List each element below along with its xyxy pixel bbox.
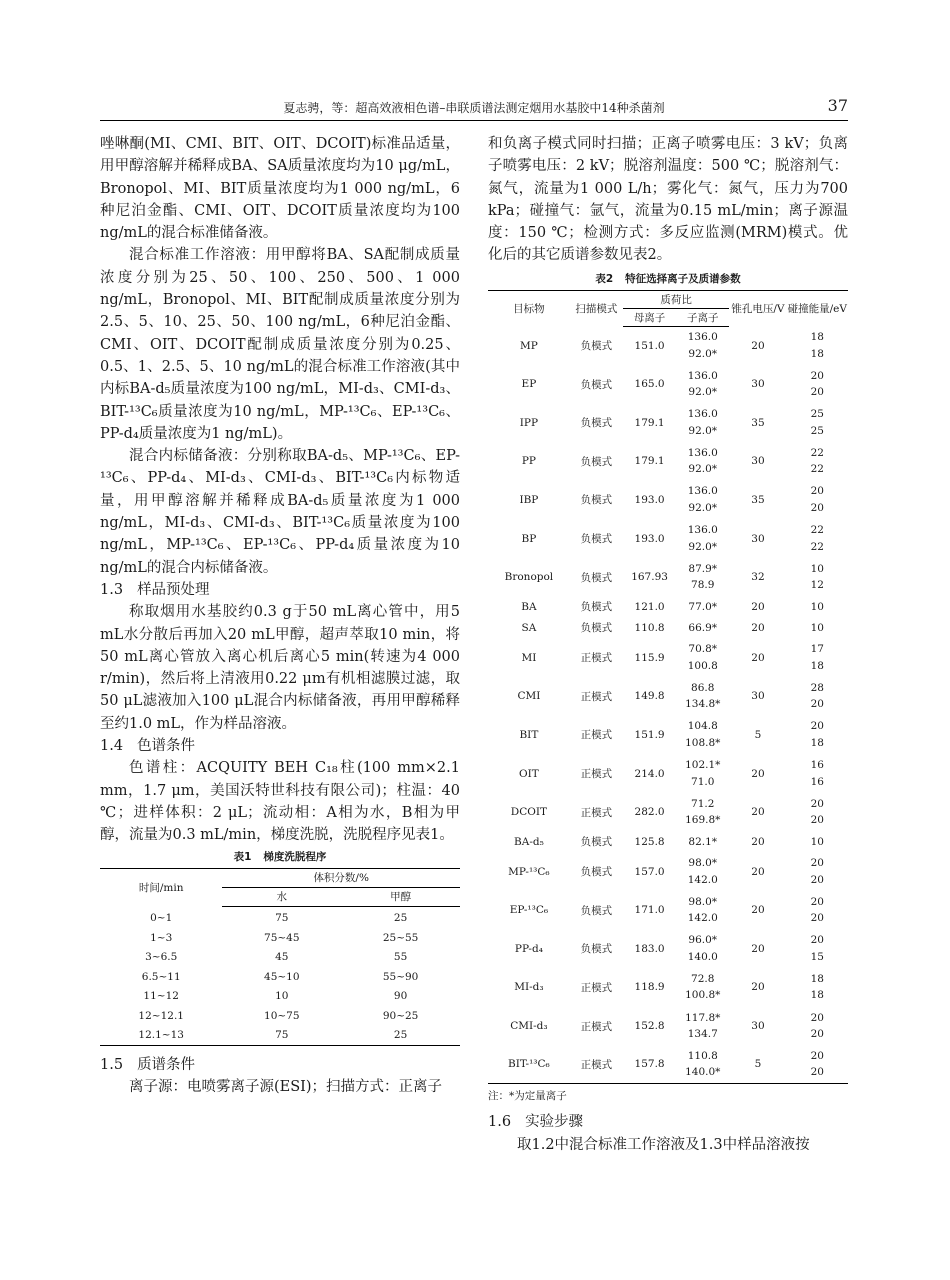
table2-cell-cone: 35 <box>751 493 765 506</box>
table1-header-water: 水 <box>222 887 341 906</box>
table2-cell-ce <box>787 891 848 930</box>
table2-cell-ce <box>787 754 848 793</box>
table2-cell-target: BA <box>521 600 537 613</box>
table2-number: 表2 <box>595 272 614 285</box>
daughter-ion-1: 66.9* <box>688 621 718 634</box>
running-title: 夏志骋，等：超高效液相色谱–串联质谱法测定烟用水基胶中14种杀菌剂 <box>283 101 665 115</box>
page-number: 37 <box>827 96 848 115</box>
table2-cell-target: MP <box>519 339 538 352</box>
collision-energy-1: 22 <box>810 446 824 459</box>
daughter-ion-2: 142.0 <box>687 912 718 925</box>
table1-row <box>100 1026 460 1046</box>
paragraph-sample-prep: 称取烟用水基胶约0.3 g于50 mL离心管中，用5 mL水分散后再加入20 mL甲醇，超声萃取10 min，将50 mL离心管放入离心机后离心5 min(转速为4 000 r/min)，然后将上清液用0.22 μm有机相滤膜过滤，取50 μL滤液加入100 μL混合内标储备液，再用甲醇稀释至约1.0 mL，作为样品溶液。 <box>100 604 460 732</box>
collision-energy-1: 18 <box>810 972 824 985</box>
table2-cell-daughter <box>676 754 729 793</box>
section-heading-1-5 <box>100 1054 460 1076</box>
table1-cell-time: 12~12.1 <box>138 1009 184 1022</box>
collision-energy-2: 18 <box>810 989 824 1002</box>
daughter-ion-1: 71.2 <box>691 797 715 810</box>
collision-energy-1: 20 <box>810 934 824 947</box>
table2-row <box>488 596 848 617</box>
table2-cell-daughter <box>676 558 729 597</box>
table1-row <box>100 948 460 968</box>
table2-row <box>488 968 848 1007</box>
table2-cell-daughter <box>676 365 729 404</box>
table1-cell-methanol: 25 <box>393 1029 408 1042</box>
daughter-ion-1: 110.8 <box>687 1049 718 1062</box>
daughter-ion-1: 86.8 <box>691 681 715 694</box>
table2-caption <box>488 271 848 286</box>
table1-cell-water: 75 <box>275 912 289 925</box>
table2-cell-target: MP-¹³C₆ <box>508 865 550 878</box>
daughter-ion-1: 98.0* <box>688 895 718 908</box>
collision-energy-2: 18 <box>810 659 824 672</box>
table2-cell-cone: 30 <box>751 455 765 468</box>
daughter-ion-2: 100.8 <box>687 659 718 672</box>
table2-cell-cone: 32 <box>751 571 765 584</box>
table2-cell-ce <box>787 930 848 969</box>
table2-cell-target: PP <box>521 455 536 468</box>
table2-cell-cone: 20 <box>751 621 765 634</box>
paragraph-ms-continued: 和负离子模式同时扫描；正离子喷雾电压：3 kV；负离子喷雾电压：2 kV；脱溶剂温度：500 ℃；脱溶剂气：氮气，流量为1 000 L/h；雾化气：氮气，压力为700 kPa；碰撞气：氩气，流量为0.15 mL/min；离子源温度：150 ℃；检测方式：多反应监测(MRM)模式。优化后的其它质谱参数见表2。 <box>488 136 848 264</box>
table1-cell-water: 10~75 <box>264 1009 300 1022</box>
daughter-ion-1: 136.0 <box>687 485 718 498</box>
collision-energy-1: 28 <box>810 681 824 694</box>
table1-header-methanol: 甲醇 <box>341 887 460 906</box>
table1-header-time: 时间/min <box>138 881 184 894</box>
table1-gradient <box>100 868 460 1047</box>
table2-cell-target: OIT <box>519 767 539 780</box>
table2-title: 特征选择离子及质谱参数 <box>625 272 741 285</box>
table2-cell-ce <box>787 968 848 1007</box>
collision-energy-1: 20 <box>810 797 824 810</box>
table2-cell-ce <box>787 558 848 597</box>
table2-cell-ce <box>787 596 848 617</box>
table2-row <box>488 638 848 677</box>
table2-cell-cone: 30 <box>751 1020 765 1033</box>
table2-cell-parent: 118.9 <box>634 981 665 994</box>
table2-cell-target: SA <box>521 621 537 634</box>
daughter-ion-2: 142.0 <box>687 873 718 886</box>
collision-energy-1: 22 <box>810 524 824 537</box>
table1-cell-methanol: 55~90 <box>382 970 419 983</box>
table2-cell-target: IPP <box>519 416 539 429</box>
table2-cell-target: PP-d₄ <box>514 942 543 955</box>
table2-cell-mode: 负模式 <box>580 340 613 353</box>
daughter-ion-1: 102.1* <box>685 759 721 772</box>
table2-row <box>488 365 848 404</box>
daughter-ion-2: 100.8* <box>685 989 721 1002</box>
table2-cell-daughter <box>676 831 729 852</box>
table2-cell-target: BIT-¹³C₆ <box>508 1058 550 1071</box>
table1-cell-time: 0~1 <box>150 912 173 924</box>
collision-energy-1: 20 <box>810 369 824 382</box>
section-heading-1-3 <box>100 579 460 601</box>
table2-cell-mode: 正模式 <box>580 806 613 819</box>
table2-cell-parent: 121.0 <box>634 600 665 613</box>
collision-energy-1: 10 <box>810 562 824 575</box>
section-title: 色谱条件 <box>137 738 196 755</box>
table1-cell-time: 1~3 <box>150 931 173 944</box>
table2-cell-ce <box>787 1007 848 1046</box>
table2-cell-target: EP <box>521 378 537 391</box>
section-number: 1.4 <box>100 738 124 755</box>
section-heading-1-4 <box>100 735 460 757</box>
collision-energy-2: 15 <box>810 950 824 963</box>
table1-cell-time: 12.1~13 <box>138 1029 184 1042</box>
table2-cell-ce <box>787 1045 848 1084</box>
table2-header-daughter: 子离子 <box>676 308 729 326</box>
daughter-ion-1: 136.0 <box>687 369 718 382</box>
table2-cell-parent: 151.0 <box>634 339 665 352</box>
collision-energy-1: 18 <box>810 331 824 344</box>
paragraph-working-solution: 混合标准工作溶液：用甲醇将BA、SA配制成质量浓度分别为25、50、100、250、500、1 000 ng/mL，Bronopol、MI、BIT配制成质量浓度分别为2.5、5、10、25、50、100 ng/mL，6种尼泊金酯、CMI、OIT、DCOIT配制成质量浓度分别为0.25、0.5、1、2.5、5、10 ng/mL的混合标准工作溶液(其中内标BA-d₅质量浓度为100 ng/mL，MI-d₃、CMI-d₃、BIT-¹³C₆质量浓度为10 ng/mL，MP-¹³C₆、EP-¹³C₆、PP-d₄质量浓度为1 ng/mL)。 <box>100 247 460 442</box>
table2-cell-mode: 正模式 <box>580 981 613 994</box>
table2-cell-target: MI <box>521 651 537 664</box>
table2-cell-mode: 正模式 <box>580 729 613 742</box>
collision-energy-2: 18 <box>810 736 824 749</box>
daughter-ion-2: 78.9 <box>691 579 715 592</box>
table2-cell-target: BIT <box>519 728 539 741</box>
table1-row <box>100 967 460 987</box>
table2-cell-ce <box>787 403 848 442</box>
table2-cell-parent: 115.9 <box>634 651 665 664</box>
table1-cell-methanol: 25~55 <box>382 931 419 944</box>
table2-cell-ce <box>787 716 848 755</box>
table2-cell-cone: 20 <box>751 767 765 780</box>
table2-cell-parent: 152.8 <box>634 1020 665 1033</box>
collision-energy-1: 10 <box>810 600 824 613</box>
daughter-ion-2: 169.8* <box>685 814 721 827</box>
table2-note: 注：*为定量离子 <box>488 1090 567 1103</box>
table2-row <box>488 519 848 558</box>
table2-cell-target: EP-¹³C₆ <box>509 904 549 917</box>
table2-cell-parent: 183.0 <box>634 942 665 955</box>
table2-cell-cone: 5 <box>754 1058 762 1071</box>
table2-cell-parent: 282.0 <box>634 806 665 819</box>
table2-cell-cone: 30 <box>751 532 765 545</box>
daughter-ion-2: 140.0* <box>685 1066 721 1079</box>
table2-cell-daughter <box>676 1007 729 1046</box>
table2-header-ce: 碰撞能量/eV <box>787 303 847 316</box>
daughter-ion-2: 92.0* <box>688 386 718 399</box>
table2-cell-mode: 负模式 <box>580 601 613 614</box>
table2-cell-mode: 负模式 <box>580 533 613 546</box>
table2-cell-mode: 负模式 <box>580 836 613 849</box>
table2-cell-ce <box>787 638 848 677</box>
table2-cell-daughter <box>676 481 729 520</box>
table1-cell-methanol: 55 <box>393 951 408 964</box>
daughter-ion-1: 70.8* <box>688 643 718 656</box>
paragraph-internal-standard: 混合内标储备液：分别称取BA-d₅、MP-¹³C₆、EP-¹³C₆、PP-d₄、MI-d₃、CMI-d₃、BIT-¹³C₆内标物适量，用甲醇溶解并稀释成BA-d₅质量浓度为1 000 ng/mL，MI-d₃、CMI-d₃、BIT-¹³C₆质量浓度为100 ng/mL，MP-¹³C₆、EP-¹³C₆、PP-d₄质量浓度为10 ng/mL的混合内标储备液。 <box>100 448 460 576</box>
table2-cell-mode: 负模式 <box>580 571 613 584</box>
table1-number: 表1 <box>233 850 252 863</box>
daughter-ion-1: 136.0 <box>687 446 718 459</box>
daughter-ion-1: 96.0* <box>688 934 718 947</box>
table2-cell-cone: 20 <box>751 835 765 848</box>
table2-cell-parent: 171.0 <box>634 904 665 917</box>
page-header <box>100 96 848 120</box>
collision-energy-2: 20 <box>810 1028 824 1041</box>
table2-row <box>488 754 848 793</box>
table2-cell-daughter <box>676 793 729 832</box>
collision-energy-2: 16 <box>810 775 824 788</box>
table2-row <box>488 1045 848 1084</box>
table2-row <box>488 481 848 520</box>
table2-cell-target: Bronopol <box>504 571 554 584</box>
daughter-ion-1: 87.9* <box>688 562 718 575</box>
table2-header-parent: 母离子 <box>623 308 676 326</box>
header-rule <box>100 120 848 121</box>
table2-row <box>488 403 848 442</box>
table2-cell-daughter <box>676 519 729 558</box>
table2-row <box>488 558 848 597</box>
table1-cell-methanol: 90~25 <box>382 1009 419 1022</box>
collision-energy-1: 25 <box>810 408 824 421</box>
table1-title: 梯度洗脱程序 <box>263 850 327 863</box>
table2-cell-mode: 负模式 <box>580 943 613 956</box>
section-number: 1.6 <box>488 1114 512 1131</box>
daughter-ion-2: 92.0* <box>688 347 718 360</box>
daughter-ion-2: 92.0* <box>688 501 718 514</box>
table2-cell-parent: 179.1 <box>634 416 665 429</box>
table2-cell-cone: 20 <box>751 865 765 878</box>
collision-energy-1: 20 <box>810 857 824 870</box>
table2-cell-parent: 179.1 <box>634 455 665 468</box>
table2-row <box>488 831 848 852</box>
table2-cell-daughter <box>676 442 729 481</box>
table2-row <box>488 716 848 755</box>
table1-cell-water: 45~10 <box>264 970 300 983</box>
table1-row <box>100 987 460 1007</box>
table2-row <box>488 930 848 969</box>
collision-energy-2: 20 <box>810 912 824 925</box>
table1-row <box>100 906 460 928</box>
daughter-ion-2: 92.0* <box>688 540 718 553</box>
collision-energy-2: 22 <box>810 540 824 553</box>
table1-caption <box>100 849 460 864</box>
collision-energy-1: 20 <box>810 720 824 733</box>
table2-cell-mode: 负模式 <box>580 866 613 879</box>
table2-cell-ce <box>787 831 848 852</box>
table2-cell-mode: 负模式 <box>580 417 613 430</box>
table2-cell-daughter <box>676 891 729 930</box>
table2-cell-daughter <box>676 326 729 365</box>
table2-cell-daughter <box>676 852 729 891</box>
table2-cell-target: BA-d₅ <box>514 835 544 848</box>
table2-cell-ce <box>787 365 848 404</box>
table2-cell-daughter <box>676 677 729 716</box>
table2-cell-target: BP <box>521 532 537 545</box>
table2-cell-mode: 负模式 <box>580 622 613 635</box>
table2-cell-parent: 151.9 <box>634 728 665 741</box>
table2-ms-params <box>488 290 848 1085</box>
table2-cell-mode: 正模式 <box>580 690 613 703</box>
table2-row <box>488 852 848 891</box>
table2-cell-ce <box>787 519 848 558</box>
table1-cell-water: 75~45 <box>264 931 300 944</box>
table2-cell-cone: 5 <box>754 728 762 741</box>
table2-cell-daughter <box>676 1045 729 1084</box>
daughter-ion-2: 140.0 <box>687 950 718 963</box>
table2-row <box>488 1007 848 1046</box>
table2-cell-parent: 157.8 <box>634 1058 665 1071</box>
table2-cell-cone: 20 <box>751 806 765 819</box>
table2-cell-target: DCOIT <box>510 806 548 819</box>
daughter-ion-1: 136.0 <box>687 408 718 421</box>
collision-energy-2: 22 <box>810 463 824 476</box>
collision-energy-2: 20 <box>810 386 824 399</box>
collision-energy-1: 20 <box>810 895 824 908</box>
table2-cell-cone: 30 <box>751 690 765 703</box>
table2-cell-mode: 负模式 <box>580 494 613 507</box>
table2-cell-parent: 167.93 <box>631 571 668 584</box>
table2-cell-mode: 正模式 <box>580 768 613 781</box>
daughter-ion-2: 108.8* <box>685 736 721 749</box>
table1-row <box>100 928 460 948</box>
table2-cell-parent: 193.0 <box>634 493 665 506</box>
paragraph-ms-conditions: 离子源：电喷雾离子源(ESI)；扫描方式：正离子 <box>129 1079 443 1096</box>
table2-cell-cone: 20 <box>751 904 765 917</box>
daughter-ion-2: 92.0* <box>688 424 718 437</box>
collision-energy-2: 20 <box>810 698 824 711</box>
right-column <box>488 133 848 1156</box>
collision-energy-2: 20 <box>810 1066 824 1079</box>
collision-energy-1: 20 <box>810 1049 824 1062</box>
table2-cell-ce <box>787 326 848 365</box>
table1-cell-water: 10 <box>275 990 289 1003</box>
table2-cell-parent: 214.0 <box>634 767 665 780</box>
table2-row <box>488 891 848 930</box>
table2-cell-parent: 193.0 <box>634 532 665 545</box>
table2-cell-daughter <box>676 617 729 638</box>
daughter-ion-2: 134.8* <box>685 698 721 711</box>
table1-cell-water: 45 <box>275 951 289 964</box>
section-heading-1-6 <box>488 1111 848 1133</box>
daughter-ion-1: 136.0 <box>687 331 718 344</box>
paragraph-procedure: 取1.2中混合标准工作溶液及1.3中样品溶液按 <box>517 1136 810 1153</box>
table2-cell-cone: 20 <box>751 600 765 613</box>
collision-energy-1: 20 <box>810 1011 824 1024</box>
table2-cell-ce <box>787 617 848 638</box>
table1-header-group: 体积分数/% <box>222 868 460 887</box>
table2-cell-ce <box>787 677 848 716</box>
daughter-ion-1: 98.0* <box>688 857 718 870</box>
section-title: 质谱条件 <box>137 1057 196 1073</box>
table2-row <box>488 677 848 716</box>
daughter-ion-1: 136.0 <box>687 524 718 537</box>
daughter-ion-2: 92.0* <box>688 463 718 476</box>
table2-cell-cone: 20 <box>751 339 765 352</box>
table2-header-mz: 质荷比 <box>623 290 729 308</box>
collision-energy-1: 17 <box>810 643 824 656</box>
collision-energy-2: 18 <box>810 347 824 360</box>
table2-cell-mode: 负模式 <box>580 455 613 468</box>
daughter-ion-1: 104.8 <box>687 720 718 733</box>
table2-cell-target: IBP <box>519 493 539 506</box>
daughter-ion-1: 82.1* <box>688 835 718 848</box>
table2-cell-target: MI-d₃ <box>514 981 544 994</box>
collision-energy-1: 10 <box>810 621 824 634</box>
table2-cell-daughter <box>676 596 729 617</box>
table2-cell-cone: 20 <box>751 651 765 664</box>
table2-cell-daughter <box>676 403 729 442</box>
table2-cell-cone: 20 <box>751 942 765 955</box>
paragraph-stock-solution: 唑啉酮(MI、CMI、BIT、OIT、DCOIT)标准品适量，用甲醇溶解并稀释成BA、SA质量浓度均为10 μg/mL，Bronopol、MI、BIT质量浓度均为1 000 ng/mL，6种尼泊金酯、CMI、OIT、DCOIT质量浓度均为100 ng/mL的混合标准储备液。 <box>100 136 460 242</box>
table2-cell-mode: 正模式 <box>580 652 613 665</box>
section-number: 1.3 <box>100 581 124 598</box>
section-title: 样品预处理 <box>137 581 210 598</box>
table2-cell-daughter <box>676 716 729 755</box>
table2-cell-daughter <box>676 930 729 969</box>
table2-cell-target: CMI-d₃ <box>510 1020 548 1033</box>
table2-cell-mode: 正模式 <box>580 1058 613 1071</box>
table2-cell-daughter <box>676 968 729 1007</box>
table2-cell-parent: 149.8 <box>634 690 665 703</box>
table2-row <box>488 793 848 832</box>
table2-cell-daughter <box>676 638 729 677</box>
collision-energy-2: 12 <box>810 579 824 592</box>
table2-header-scan: 扫描模式 <box>575 303 618 316</box>
table2-header-target: 目标物 <box>513 303 545 316</box>
table2-cell-ce <box>787 481 848 520</box>
collision-energy-1: 16 <box>810 759 824 772</box>
table2-cell-cone: 20 <box>751 981 765 994</box>
collision-energy-2: 20 <box>810 873 824 886</box>
daughter-ion-1: 72.8 <box>691 972 715 985</box>
table1-cell-water: 75 <box>275 1029 289 1042</box>
table2-row <box>488 617 848 638</box>
table2-cell-target: CMI <box>517 690 541 703</box>
daughter-ion-1: 77.0* <box>688 600 718 613</box>
table2-header-cone: 锥孔电压/V <box>731 303 785 316</box>
daughter-ion-2: 71.0 <box>691 775 715 788</box>
paragraph-chromatography: 色谱柱：ACQUITY BEH C₁₈柱(100 mm×2.1 mm，1.7 μm，美国沃特世科技有限公司)；柱温：40 ℃；进样体积：2 μL；流动相：A相为水，B相为甲醇，流量为0.3 mL/min，梯度洗脱，洗脱程序见表1。 <box>100 760 460 844</box>
table1-cell-methanol: 25 <box>393 912 408 925</box>
section-title: 实验步骤 <box>525 1114 584 1131</box>
table2-cell-mode: 负模式 <box>580 904 613 917</box>
table2-cell-parent: 157.0 <box>634 865 665 878</box>
table2-cell-ce <box>787 852 848 891</box>
collision-energy-2: 20 <box>810 501 824 514</box>
table1-cell-time: 3~6.5 <box>145 951 178 964</box>
table1-cell-methanol: 90 <box>393 990 408 1003</box>
left-column <box>100 133 460 1099</box>
table2-cell-parent: 110.8 <box>634 621 665 634</box>
table1-row <box>100 1006 460 1026</box>
table2-cell-parent: 125.8 <box>634 835 665 848</box>
collision-energy-2: 20 <box>810 814 824 827</box>
collision-energy-1: 20 <box>810 485 824 498</box>
daughter-ion-1: 117.8* <box>685 1011 721 1024</box>
table2-row <box>488 442 848 481</box>
table2-cell-cone: 35 <box>751 416 765 429</box>
table1-cell-time: 6.5~11 <box>141 970 181 983</box>
collision-energy-1: 10 <box>810 835 824 848</box>
collision-energy-2: 25 <box>810 424 824 437</box>
table2-row <box>488 326 848 365</box>
table2-cell-mode: 负模式 <box>580 378 613 391</box>
table2-cell-mode: 正模式 <box>580 1020 613 1033</box>
daughter-ion-2: 134.7 <box>687 1028 718 1041</box>
table2-cell-ce <box>787 793 848 832</box>
table1-cell-time: 11~12 <box>143 990 179 1003</box>
table2-cell-ce <box>787 442 848 481</box>
table2-cell-parent: 165.0 <box>634 378 665 391</box>
section-number: 1.5 <box>100 1057 124 1073</box>
table2-cell-cone: 30 <box>751 378 765 391</box>
